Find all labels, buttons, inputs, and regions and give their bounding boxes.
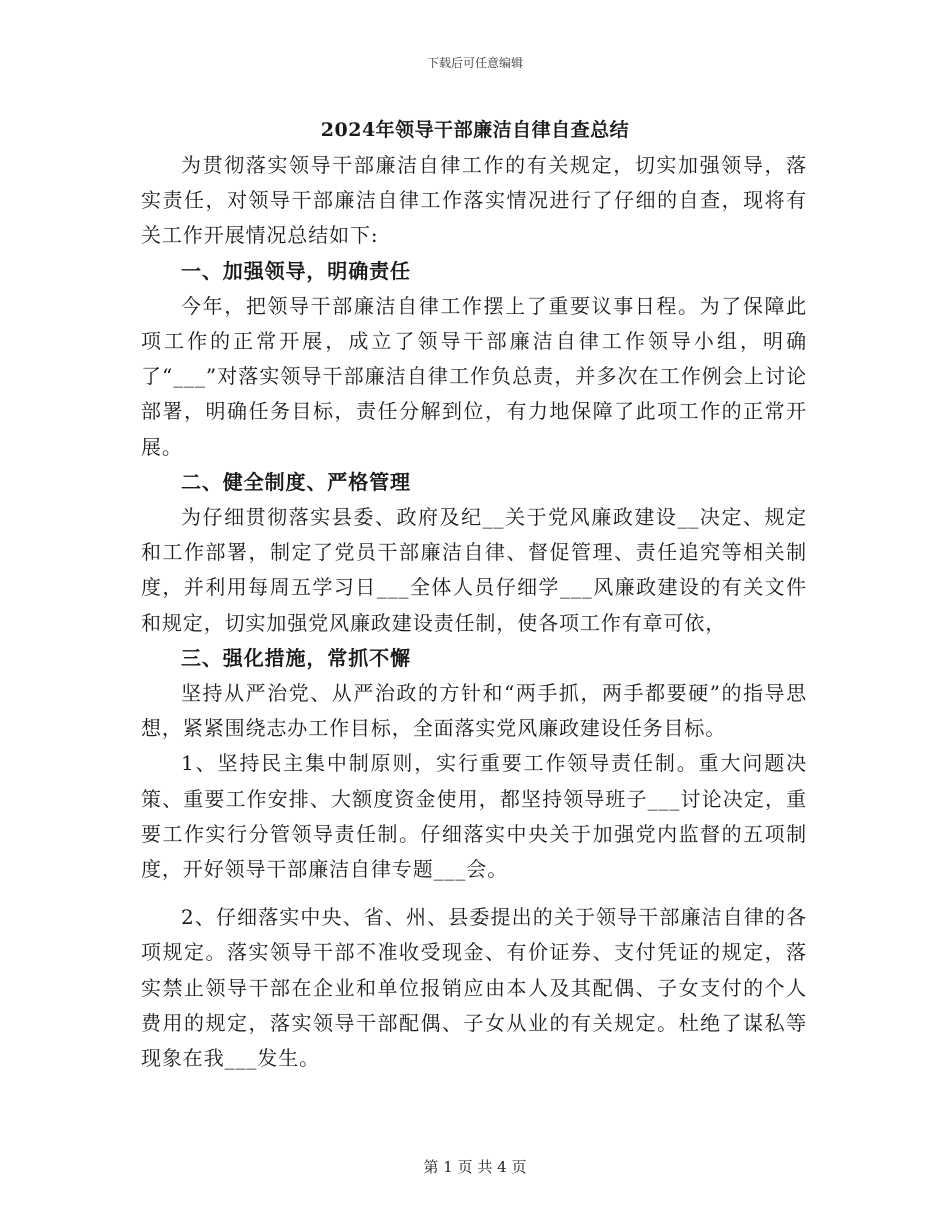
section-2-paragraph: 为仔细贯彻落实县委、政府及纪__关于党风廉政建设__决定、规定和工作部署，制定了党员干部廉洁自律、督促管理、责任追究等相关制度，并利用每周五学习日___全体人员仔细学___风廉政建设的有关文件和规定，切实加强党风廉政建设责任制，使各项工作有章可依， xyxy=(141,505,807,635)
section-heading-2: 二、健全制度、严格管理 xyxy=(181,469,411,494)
section-3-item-1: 1、坚持民主集中制原则，实行重要工作领导责任制。重大问题决策、重要工作安排、大额度资金使用，都坚持领导班子___讨论决定，重要工作实行分管领导责任制。仔细落实中央关于加强党内监督的五项制度，开好领导干部廉洁自律专题___会。 xyxy=(141,751,807,882)
page-footer: 第 1 页 共 4 页 xyxy=(423,1158,527,1176)
section-1-paragraph: 今年，把领导干部廉洁自律工作摆上了重要议事日程。为了保障此项工作的正常开展，成立了领导干部廉洁自律工作领导小组，明确了“___”对落实领导干部廉洁自律工作负总责，并多次在工作例会上讨论部署，明确任务目标，责任分解到位，有力地保障了此项工作的正常开展。 xyxy=(141,293,807,459)
document-body xyxy=(141,148,807,1076)
section-3-item-2: 2、仔细落实中央、省、州、县委提出的关于领导干部廉洁自律的各项规定。落实领导干部不准收受现金、有价证券、支付凭证的规定，落实禁止领导干部在企业和单位报销应由本人及其配偶、子女支付的个人费用的规定，落实领导干部配偶、子女从业的有关规定。杜绝了谋私等现象在我___发生。 xyxy=(141,905,807,1071)
section-heading-3: 三、强化措施，常抓不懈 xyxy=(181,645,411,670)
section-3-paragraph: 坚持从严治党、从严治政的方针和“两手抓，两手都要硬”的指导思想，紧紧围绕志办工作目标，全面落实党风廉政建设任务目标。 xyxy=(141,681,807,741)
header-note: 下载后可任意编辑 xyxy=(426,56,523,70)
document-title: 2024年领导干部廉洁自律自查总结 xyxy=(320,119,630,141)
section-heading-1: 一、加强领导，明确责任 xyxy=(181,258,411,283)
intro-paragraph: 为贯彻落实领导干部廉洁自律工作的有关规定，切实加强领导，落实责任，对领导干部廉洁自律工作落实情况进行了仔细的自查，现将有关工作开展情况总结如下: xyxy=(141,153,807,248)
